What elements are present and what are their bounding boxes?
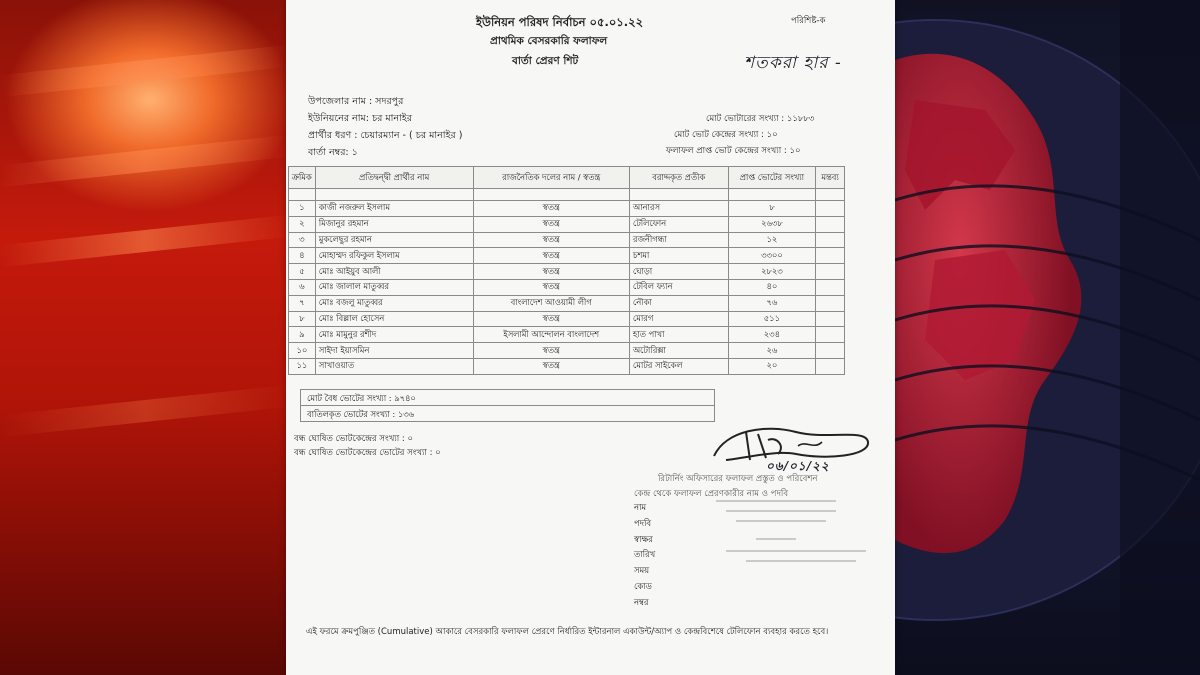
- officer-field-labels: [634, 500, 655, 611]
- total-voters: মোট ভোটারের সংখ্যা : ১১৮৮৩: [706, 114, 815, 124]
- background-light-streak: [0, 385, 290, 437]
- table-row: [289, 232, 845, 248]
- background-light-streak: [0, 215, 290, 267]
- cell-sl: ২: [289, 216, 316, 232]
- cell-name: মোঃ আইয়ুব আলী: [315, 264, 473, 280]
- officer-label-number: নম্বর: [634, 596, 649, 607]
- cell-symbol: মোটর সাইকেল: [629, 358, 728, 374]
- cell-party: স্বতন্ত্র: [473, 358, 629, 374]
- union-name: ইউনিয়নের নাম: চর মানাইর: [308, 113, 412, 124]
- officer-label-time: সময়: [634, 565, 649, 576]
- cell-sl: ৬: [289, 279, 316, 295]
- cell-name: মোঃ বিল্লাল হোসেন: [315, 311, 473, 327]
- officer-label-designation: পদবি: [634, 517, 651, 528]
- table-row: [289, 216, 845, 232]
- officer-intro-line-2: কেন্দ্র থেকে ফলাফল প্রেরণকারীর নাম ও পদবি: [634, 489, 789, 499]
- cell-name: মুকলেছুর রহমান: [315, 232, 473, 248]
- cell-note: [816, 279, 845, 295]
- cell-party: স্বতন্ত্র: [473, 311, 629, 327]
- cell-party: স্বতন্ত্র: [473, 201, 629, 217]
- sheet-subtitle: প্রাথমিক বেসরকারি ফলাফল: [490, 35, 608, 47]
- column-header-remarks: মন্তব্য: [816, 167, 845, 189]
- cell-votes: ৮: [728, 201, 815, 217]
- officer-label-code: কোড: [634, 580, 652, 591]
- table-row: [289, 358, 845, 374]
- cell-votes: ৭৬: [728, 295, 815, 311]
- cell-note: [816, 343, 845, 359]
- closed-center-votes-count: বন্ধ ঘোষিত ভোটকেন্দ্রের ভোটের সংখ্যা : ০: [294, 448, 441, 458]
- cell-party: স্বতন্ত্র: [473, 264, 629, 280]
- cell-symbol: চশমা: [629, 248, 728, 264]
- sheet-form-name: বার্তা প্রেরণ শিট: [512, 55, 579, 67]
- cell-sl: ৫: [289, 264, 316, 280]
- column-header-candidate: প্রতিদ্বন্দ্বী প্রার্থীর নাম: [315, 167, 473, 189]
- officer-intro-line-1: রিটার্নিং অফিসারের ফলাফল প্রস্তুত ও পরিবেশন: [658, 474, 818, 484]
- cell-symbol: নৌকা: [629, 295, 728, 311]
- cell-name: মোঃ জালাল মাতুব্বর: [315, 279, 473, 295]
- table-spacer-row: [289, 189, 845, 201]
- cell-sl: ৪: [289, 248, 316, 264]
- cell-note: [816, 311, 845, 327]
- cell-party: স্বতন্ত্র: [473, 216, 629, 232]
- globe-graphic: [895, 0, 1200, 675]
- sheet-title: ইউনিয়ন পরিষদ নির্বাচন ০৫.০১.২২: [476, 15, 644, 29]
- cell-name: মোঃ বজলু মাতুব্বর: [315, 295, 473, 311]
- cell-votes: ৩৩০০: [728, 248, 815, 264]
- handwritten-percentage-note: শতকরা হার -: [744, 53, 842, 73]
- cell-votes: ২৮২৩: [728, 264, 815, 280]
- cell-name: সাখাওয়াত: [315, 358, 473, 374]
- vote-summary-box: [300, 389, 715, 422]
- cell-party: বাংলাদেশ আওয়ামী লীগ: [473, 295, 629, 311]
- valid-votes-count: মোট বৈধ ভোটের সংখ্যা : ৯৭৪০: [301, 390, 714, 406]
- cell-sl: ৯: [289, 327, 316, 343]
- cell-party: স্বতন্ত্র: [473, 248, 629, 264]
- background-left-red-panel: [0, 0, 290, 675]
- cell-note: [816, 201, 845, 217]
- cell-note: [816, 232, 845, 248]
- cell-votes: ২৬: [728, 343, 815, 359]
- closed-centers-count: বন্ধ ঘোষিত ভোটকেন্দ্রের সংখ্যা : ০: [294, 434, 414, 444]
- cell-name: মোঃ মামুনুর রশীদ: [315, 327, 473, 343]
- table-row: [289, 311, 845, 327]
- table-row: [289, 264, 845, 280]
- cell-symbol: ঘোড়া: [629, 264, 728, 280]
- officer-stamp-impression: [706, 495, 876, 575]
- candidate-post-type: প্রার্থীর ধরণ : চেয়ারম্যান - ( চর মানাইর ): [308, 130, 463, 141]
- cell-sl: ১০: [289, 343, 316, 359]
- cell-symbol: অটোরিক্সা: [629, 343, 728, 359]
- total-centers: মোট ভোট কেন্দ্রের সংখ্যা : ১০: [674, 130, 778, 140]
- cell-name: কাজী নজরুল ইসলাম: [315, 201, 473, 217]
- cell-votes: ২৬৩৮: [728, 216, 815, 232]
- table-row: [289, 327, 845, 343]
- table-header-row: [289, 167, 845, 189]
- background-light-streak: [0, 45, 290, 97]
- cell-note: [816, 327, 845, 343]
- cell-party: স্বতন্ত্র: [473, 279, 629, 295]
- cell-sl: ৮: [289, 311, 316, 327]
- cell-symbol: আনারস: [629, 201, 728, 217]
- footer-instruction: এই ফরমে ক্রমপুঞ্জিত (Cumulative) আকারে বেসরকারি ফলাফল প্রেরণে নির্ধারিত ইন্টারনাল একাউন্ট/অ্যাপ ও কেন্দ্রবিশেষে টেলিফোন ব্যবহার করতে হবে।: [306, 627, 829, 637]
- signature-date: ০৬/০১/২২: [766, 459, 830, 473]
- message-number: বার্তা নম্বর: ১: [308, 147, 358, 158]
- background-light-streak: [0, 135, 290, 187]
- cell-sl: ৩: [289, 232, 316, 248]
- cell-symbol: হাত পাখা: [629, 327, 728, 343]
- cell-name: মোহাম্মদ রফিকুল ইসলাম: [315, 248, 473, 264]
- reported-centers: ফলাফল প্রাপ্ত ভোট কেন্দ্রের সংখ্যা : ১০: [666, 146, 801, 156]
- cell-sl: ৭: [289, 295, 316, 311]
- cell-sl: ১: [289, 201, 316, 217]
- cell-party: ইসলামী আন্দোলন বাংলাদেশ: [473, 327, 629, 343]
- cell-votes: ৪০: [728, 279, 815, 295]
- cancelled-votes-count: বাতিলকৃত ভোটের সংখ্যা : ১৩৬: [307, 409, 415, 419]
- appendix-label: পরিশিষ্ট-ক: [791, 16, 826, 26]
- table-row: [289, 295, 845, 311]
- cell-votes: ২৩৪: [728, 327, 815, 343]
- table-row: [289, 201, 845, 217]
- column-header-symbol: বরাদ্দকৃত প্রতীক: [629, 167, 728, 189]
- cell-note: [816, 295, 845, 311]
- upazila-name: উপজেলার নাম : সদরপুর: [308, 96, 404, 107]
- cell-votes: ২০: [728, 358, 815, 374]
- background-right-globe-panel: [895, 0, 1200, 675]
- cell-note: [816, 248, 845, 264]
- cell-symbol: রজনীগন্ধা: [629, 232, 728, 248]
- cell-symbol: টেবিল ফ্যান: [629, 279, 728, 295]
- cell-symbol: টেলিফোন: [629, 216, 728, 232]
- cell-party: স্বতন্ত্র: [473, 343, 629, 359]
- table-row: [289, 279, 845, 295]
- cell-sl: ১১: [289, 358, 316, 374]
- officer-label-signature: স্বাক্ষর: [634, 533, 653, 544]
- cell-note: [816, 216, 845, 232]
- cell-name: সাইদা ইয়াসমিন: [315, 343, 473, 359]
- column-header-serial: ক্রমিক: [289, 167, 316, 189]
- column-header-votes: প্রাপ্ত ভোটের সংখ্যা: [728, 167, 815, 189]
- cell-votes: ৫১১: [728, 311, 815, 327]
- cell-party: স্বতন্ত্র: [473, 232, 629, 248]
- column-header-party: রাজনৈতিক দলের নাম / স্বতন্ত্র: [473, 167, 629, 189]
- table-row: [289, 248, 845, 264]
- officer-label-date: তারিখ: [634, 549, 656, 560]
- cell-note: [816, 264, 845, 280]
- cell-votes: ১২: [728, 232, 815, 248]
- results-table: [288, 166, 845, 375]
- cell-name: মিজানুর রহমান: [315, 216, 473, 232]
- cell-note: [816, 358, 845, 374]
- result-sheet-document: [286, 0, 895, 675]
- officer-label-name: নাম: [634, 502, 646, 512]
- cell-symbol: মোরগ: [629, 311, 728, 327]
- table-row: [289, 343, 845, 359]
